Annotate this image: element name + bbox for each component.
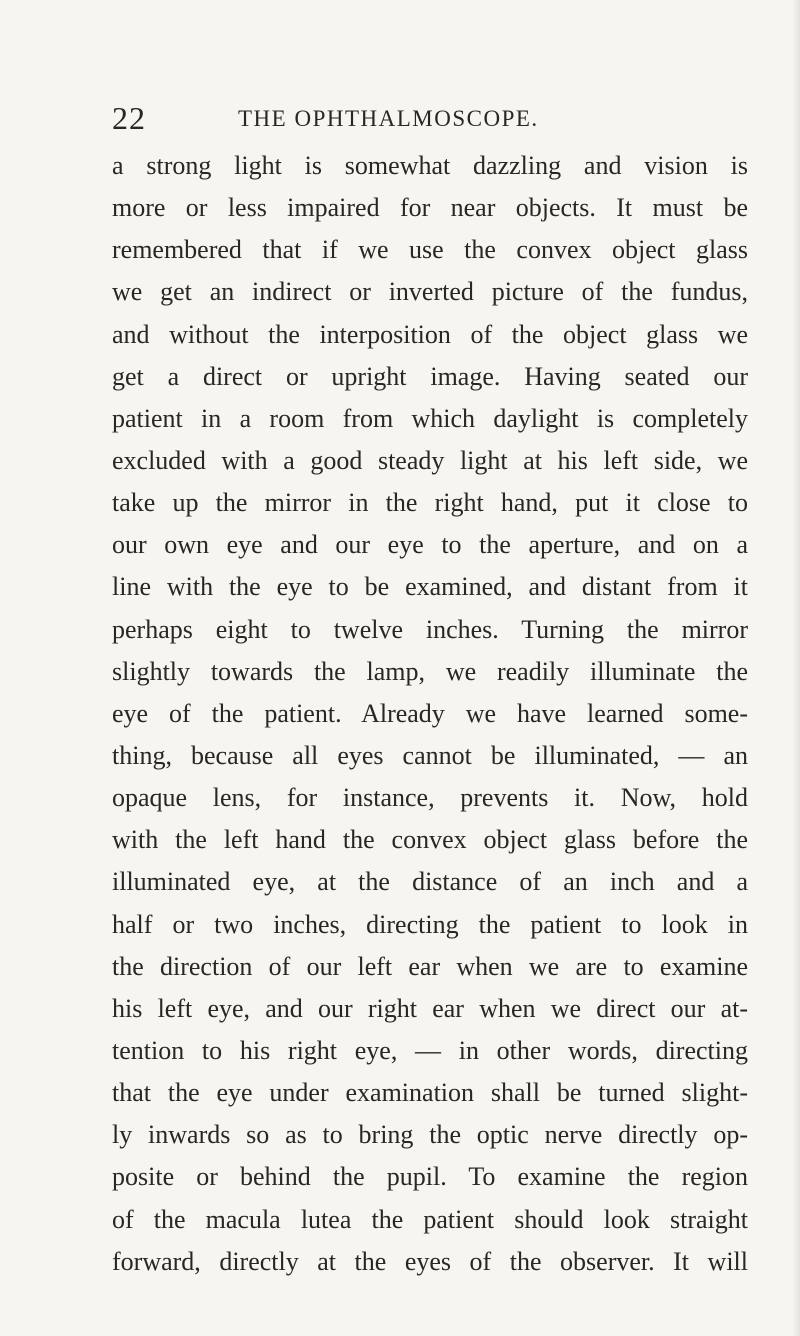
text-line: tention to his right eye, — in other words, directing (112, 1035, 748, 1065)
text-line: and without the interposition of the object glass we (112, 319, 748, 349)
running-title: THE OPHTHALMOSCOPE. (238, 106, 539, 131)
text-line: more or less impaired for near objects. It must be (112, 193, 748, 223)
text-line: thing, because all eyes cannot be illuminated, — an (112, 740, 748, 770)
text-line: illuminated eye, at the distance of an inch and a (112, 867, 748, 897)
text-line: eye of the patient. Already we have learned some- (112, 698, 748, 728)
text-line: with the left hand the convex object glass before the (112, 825, 748, 855)
text-line: our own eye and our eye to the aperture, and on a (112, 530, 748, 560)
text-line: a strong light is somewhat dazzling and vision is (112, 151, 748, 180)
text-line: line with the eye to be examined, and distant from it (112, 572, 748, 602)
text-line: opaque lens, for instance, prevents it. Now, hold (112, 783, 748, 813)
body-text (112, 145, 748, 1283)
text-line: that the eye under examination shall be turned slight- (112, 1078, 748, 1108)
page-edge-shadow (792, 0, 800, 1336)
running-head (112, 98, 748, 138)
text-line: half or two inches, directing the patient to look in (112, 909, 748, 939)
text-line: take up the mirror in the right hand, put it close to (112, 488, 748, 518)
text-line: patient in a room from which daylight is completely (112, 403, 748, 433)
text-line: remembered that if we use the convex object glass (112, 235, 748, 265)
text-line: perhaps eight to twelve inches. Turning the mirror (112, 614, 748, 644)
text-line: slightly towards the lamp, we readily illuminate the (112, 656, 748, 686)
text-line: of the macula lutea the patient should look straight (112, 1204, 748, 1234)
text-line: we get an indirect or inverted picture of the fundus, (112, 277, 748, 307)
text-line: ly inwards so as to bring the optic nerve directly op- (112, 1120, 748, 1150)
text-line: the direction of our left ear when we are to examine (112, 951, 748, 981)
text-line: posite or behind the pupil. To examine the region (112, 1162, 748, 1192)
text-line: excluded with a good steady light at his left side, we (112, 445, 748, 475)
text-line: get a direct or upright image. Having seated our (112, 361, 748, 391)
text-line: forward, directly at the eyes of the observer. It will (112, 1246, 748, 1276)
page-number: 22 (112, 100, 146, 136)
text-line: his left eye, and our right ear when we direct our at- (112, 993, 748, 1023)
